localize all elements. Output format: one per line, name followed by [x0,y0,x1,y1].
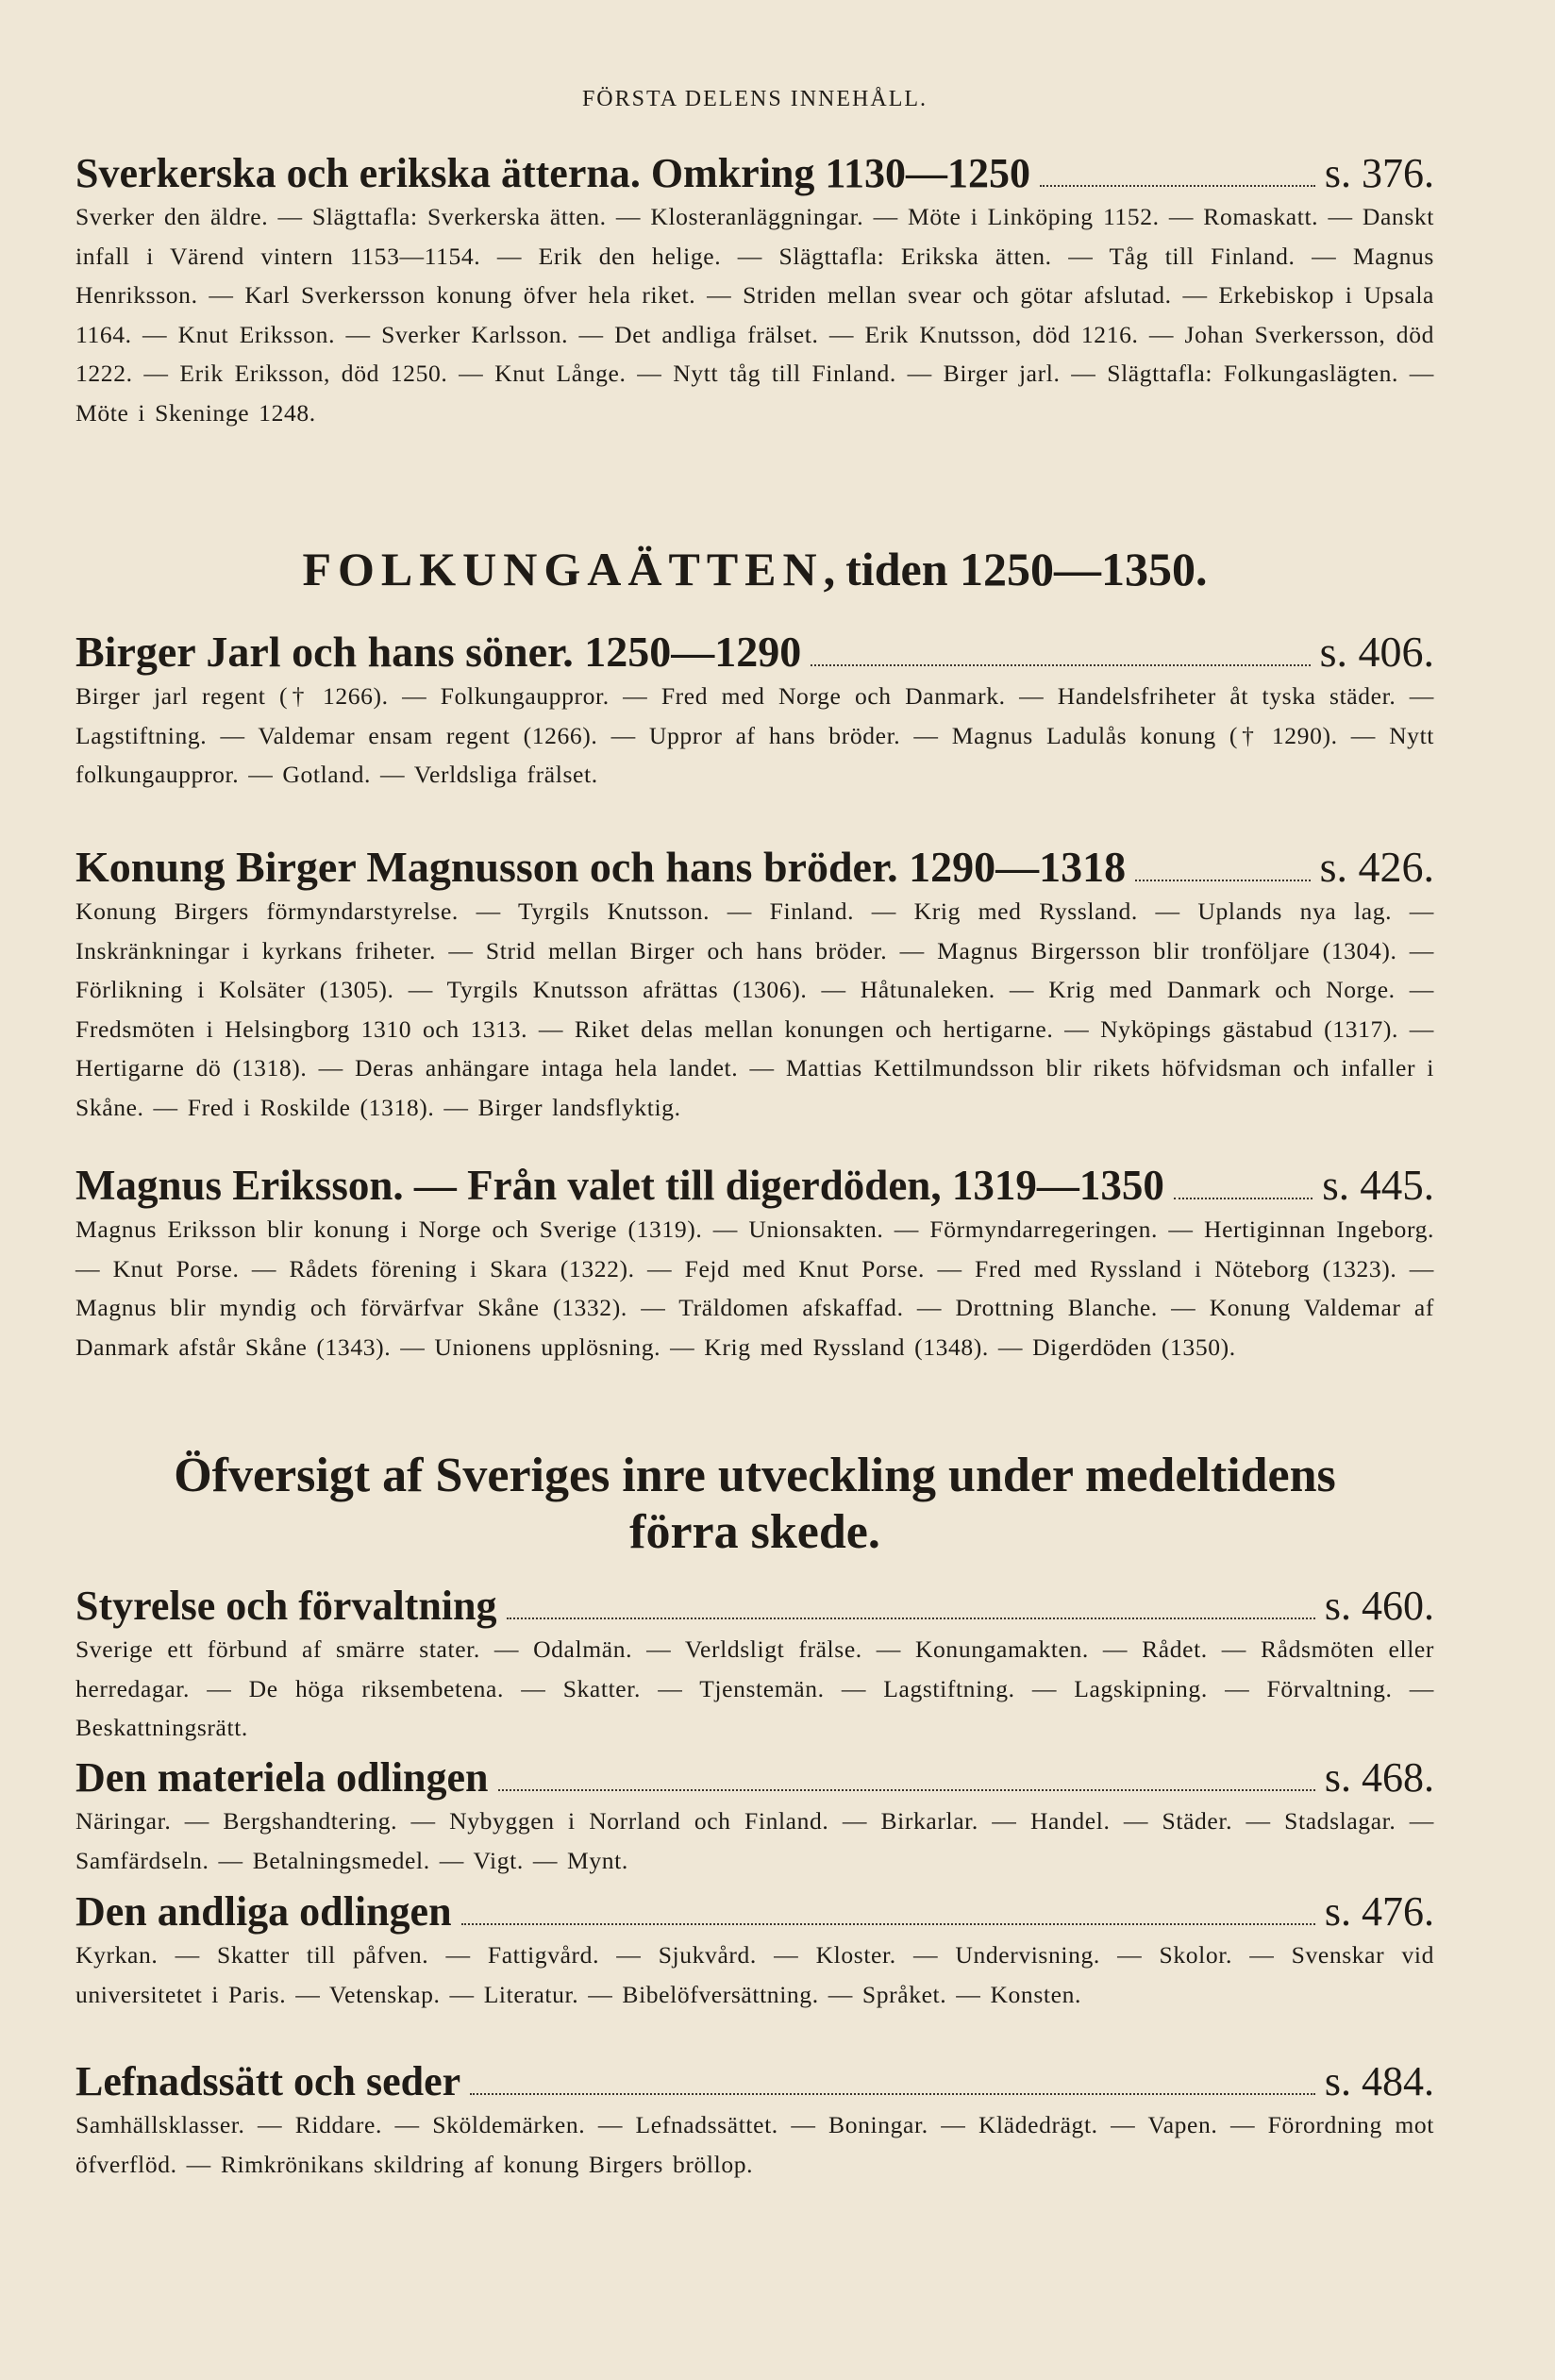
dot-leader [811,664,1310,666]
toc-page-ref: s. 476. [1324,1888,1434,1935]
dot-leader [461,1923,1315,1925]
toc-entry-title: Sverkerska och erikska ätterna. Omkring 1130—1250 [75,150,1030,196]
toc-entry-title: Birger Jarl och hans söner. 1250—1290 [75,628,802,676]
toc-entry-andliga [75,1887,1434,2014]
toc-entry-summary: Konung Birgers förmyndarstyrelse. — Tyrgils Knutsson. — Finland. — Krig med Ryssland. — Uplands nya lag. — Inskränkningar i kyrkans friheter. — Strid mellan Birger och hans bröder. — Magnus Birgersson blir tronföljare (1304). — Förlikning i Kolsäter (1305). — Tyrgils Knutsson afrättas (1306). — Håtunaleken. — Krig med Danmark och Norge. — Fredsmöten i Helsingborg 1310 och 1313. — Riket delas mellan konungen och hertigarne. — Nyköpings gästabud (1317). — Hertigarne dö (1318). — Deras anhängare intaga hela landet. — Mattias Kettilmundsson blir rikets höfvidsman och infaller i Skåne. — Fred i Roskilde (1318). — Birger landsflyktig. [75,897,1434,1121]
toc-entry-title: Magnus Eriksson. — Från valet till digerdöden, 1319—1350 [75,1162,1164,1209]
dot-leader [507,1617,1315,1619]
toc-entry-header [75,1887,1434,1936]
running-head: FÖRSTA DELENS INNEHÅLL. [581,87,928,111]
dot-leader [470,2093,1315,2095]
toc-entry-sverkerska [75,149,1434,432]
toc-entry-lefnadssatt [75,2057,1434,2184]
toc-entry-header [75,1582,1434,1630]
toc-page-ref: s. 445. [1322,1162,1434,1209]
toc-entry-header [75,149,1434,197]
toc-entry-title: Konung Birger Magnusson och hans bröder. 1290—1318 [75,843,1127,891]
dot-leader [498,1789,1315,1791]
period-span: tiden 1250—1350. [845,543,1208,595]
toc-entry-title: Den andliga odlingen [75,1888,452,1935]
dot-leader [1040,185,1315,187]
toc-entry-summary: Samhällsklasser. — Riddare. — Sköldemärken. — Lefnadssättet. — Boningar. — Klädedrägt. — Vapen. — Förordning mot öfverflöd. — Rimkrönikans skildring af konung Birgers bröllop. [75,2111,1434,2178]
period-title [75,542,1434,596]
toc-entry-summary: Kyrkan. — Skatter till påfven. — Fattigvård. — Sjukvård. — Kloster. — Undervisning. — Skolor. — Svenskar vid universitetet i Paris. — Vetenskap. — Literatur. — Bibelöfversättning. — Språket. — Konsten. [75,1941,1434,2008]
toc-page-ref: s. 406. [1319,628,1434,676]
toc-entry-styrelse [75,1582,1434,1748]
toc-page-ref: s. 484. [1324,2058,1434,2104]
toc-page-ref: s. 426. [1319,843,1434,891]
toc-entry-summary: Magnus Eriksson blir konung i Norge och Sverige (1319). — Unionsakten. — Förmyndarregeringen. — Hertiginnan Ingeborg. — Knut Porse. — Rådets förening i Skara (1322). — Fejd med Knut Porse. — Fred med Ryssland i Nöteborg (1323). — Magnus blir myndig och förvärfvar Skåne (1332). — Träldomen afskaffad. — Drottning Blanche. — Konung Valdemar af Danmark afstår Skåne (1343). — Unionens upplösning. — Krig med Ryssland (1348). — Digerdöden (1350). [75,1215,1434,1361]
toc-entry-summary: Näringar. — Bergshandtering. — Nybyggen i Norrland och Finland. — Birkarlar. — Handel. — Städer. — Stadslagar. — Samfärdseln. — Betalningsmedel. — Vigt. — Mynt. [75,1807,1434,1874]
toc-page-ref: s. 460. [1324,1583,1434,1629]
toc-entry-title: Lefnadssätt och seder [75,2058,461,2104]
toc-page-ref: s. 376. [1324,150,1434,196]
toc-entry-header [75,842,1434,892]
toc-entry-birger-magnusson [75,842,1434,1127]
toc-entry-header [75,627,1434,677]
part-title [75,1448,1434,1561]
dot-leader [1174,1198,1313,1199]
toc-entry-summary: Sverker den äldre. — Slägttafla: Sverkerska ätten. — Klosteranläggningar. — Möte i Linköping 1152. — Romaskatt. — Danskt infall i Värend vintern 1153—1154. — Erik den helige. — Slägttafla: Erikska ätten. — Tåg till Finland. — Magnus Henriksson. — Karl Sverkersson konung öfver hela riket. — Striden mellan svear och götar afslutad. — Erkebiskop i Upsala 1164. — Knut Eriksson. — Sverker Karlsson. — Det andliga frälset. — Erik Knutsson, död 1216. — Johan Sverkersson, död 1222. — Erik Eriksson, död 1250. — Knut Långe. — Nytt tåg till Finland. — Birger jarl. — Slägttafla: Folkungaslägten. — Möte i Skeninge 1248. [75,203,1434,427]
toc-entry-summary: Sverige ett förbund af smärre stater. — Odalmän. — Verldsligt frälse. — Konungamakten. — Rådet. — Rådsmöten eller herredagar. — De höga riksembetena. — Skatter. — Tjenstemän. — Lagstiftning. — Lagskipning. — Förvaltning. — Beskattningsrätt. [75,1635,1434,1741]
toc-entry-header [75,1753,1434,1802]
part-title-line-1: Öfversigt af Sveriges inre utveckling under medeltidens [174,1449,1336,1502]
toc-entry-summary: Birger jarl regent († 1266). — Folkungauppror. — Fred med Norge och Danmark. — Handelsfriheter åt tyska städer. — Lagstiftning. — Valdemar ensam regent (1266). — Uppror af hans bröder. — Magnus Ladulås konung († 1290). — Nytt folkungauppror. — Gotland. — Verldsliga frälset. [75,682,1434,788]
period-name: FOLKUNGAÄTTEN, [302,543,843,595]
part-title-line-2: förra skede. [629,1505,880,1559]
toc-entry-title: Styrelse och förvaltning [75,1583,497,1629]
toc-entry-magnus-eriksson [75,1161,1434,1366]
dot-leader [1135,880,1310,881]
toc-entry-title: Den materiela odlingen [75,1754,489,1801]
toc-entry-header [75,1161,1434,1210]
toc-entry-birger-jarl [75,627,1434,795]
toc-entry-header [75,2057,1434,2105]
toc-entry-materiela [75,1753,1434,1880]
toc-page-ref: s. 468. [1324,1754,1434,1801]
